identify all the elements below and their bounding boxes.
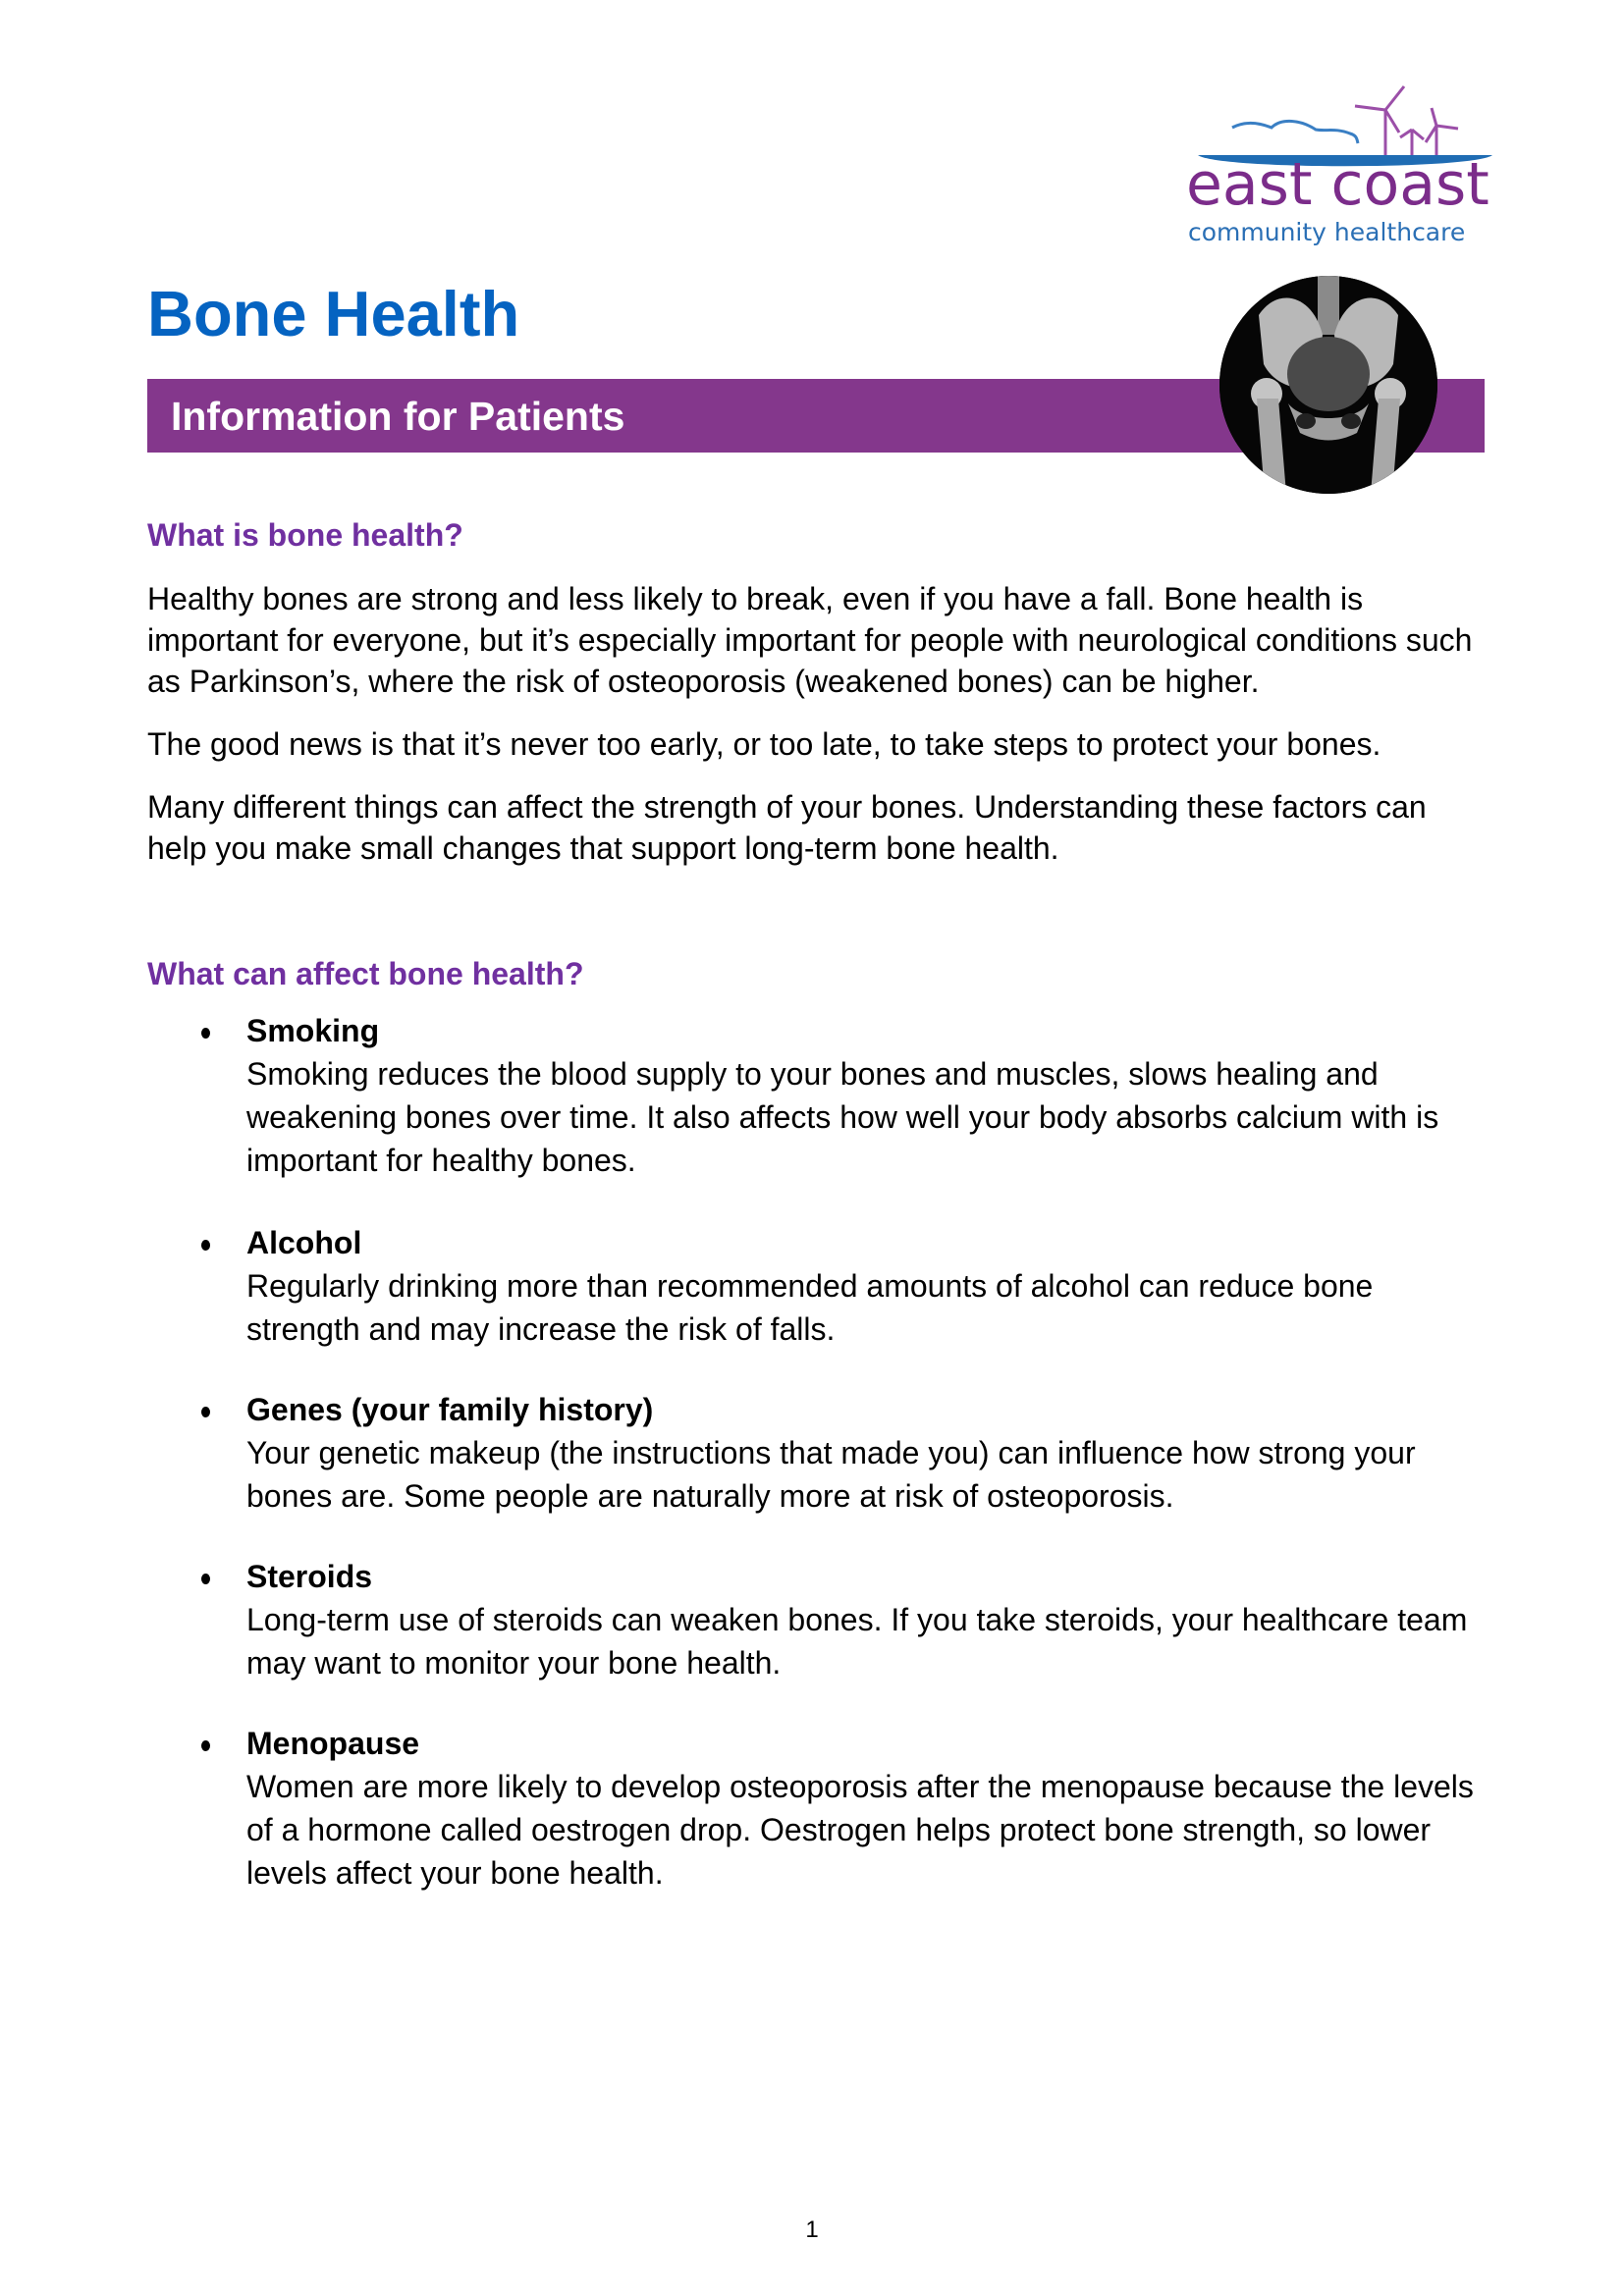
list-item-genes (147, 1390, 1483, 1518)
list-item-text: Regularly drinking more than recommended amounts of alcohol can reduce bone strength and may increase the risk of falls. (246, 1268, 1374, 1347)
paragraph: The good news is that it’s never too early, or too late, to take steps to protect your bones. (147, 726, 1381, 762)
risk-factor-list (147, 1011, 1483, 1895)
list-item-steroids (147, 1557, 1483, 1684)
organisation-logo (1178, 69, 1492, 255)
section-heading-what-is-bone-health: What is bone health? (147, 517, 463, 553)
list-item-text: Women are more likely to develop osteoporosis after the menopause because the levels of a hormone called oestrogen drop. Oestrogen helps protect bone strength, so lower levels affect your bone health. (246, 1769, 1474, 1891)
list-item-title: Menopause (246, 1726, 420, 1761)
banner-text: Information for Patients (171, 394, 625, 439)
list-item-title: Smoking (246, 1013, 380, 1048)
section-heading-what-can-affect: What can affect bone health? (147, 956, 584, 991)
logo-brand-name: east coast (1186, 150, 1489, 219)
page-number: 1 (805, 2216, 819, 2243)
bullet-icon (201, 1240, 210, 1251)
list-item-title: Genes (your family history) (246, 1392, 654, 1427)
list-item-text: Smoking reduces the blood supply to your bones and muscles, slows healing and weakening bones over time. It also affects how well your body absorbs calcium with is important for healthy bones. (246, 1056, 1439, 1178)
list-item-title: Alcohol (246, 1225, 362, 1260)
list-item-text: Long-term use of steroids can weaken bones. If you take steroids, your healthcare team may want to monitor your bone health. (246, 1602, 1468, 1681)
bullet-icon (201, 1028, 210, 1039)
list-item-alcohol (147, 1223, 1483, 1351)
bullet-icon (201, 1407, 210, 1417)
list-item-text: Your genetic makeup (the instructions that made you) can influence how strong your bones are. Some people are naturally more at risk of osteoporosis. (246, 1435, 1416, 1514)
bullet-icon (201, 1574, 210, 1584)
list-item-menopause (147, 1724, 1483, 1895)
list-item-smoking (147, 1011, 1483, 1182)
paragraph: Healthy bones are strong and less likely to break, even if you have a fall. Bone health is important for everyone, but it’s especially important for people with neurological conditions such as Parkinson’s, where the risk of osteoporosis (weakened bones) can be higher. (147, 581, 1473, 699)
page-title: Bone Health (147, 278, 520, 349)
bullet-icon (201, 1740, 210, 1751)
list-item-title: Steroids (246, 1559, 373, 1594)
pelvis-xray-image (1219, 276, 1437, 494)
logo-tagline: community healthcare (1188, 218, 1466, 246)
paragraph: Many different things can affect the strength of your bones. Understanding these factors can help you make small changes that support long-term bone health. (147, 789, 1427, 866)
